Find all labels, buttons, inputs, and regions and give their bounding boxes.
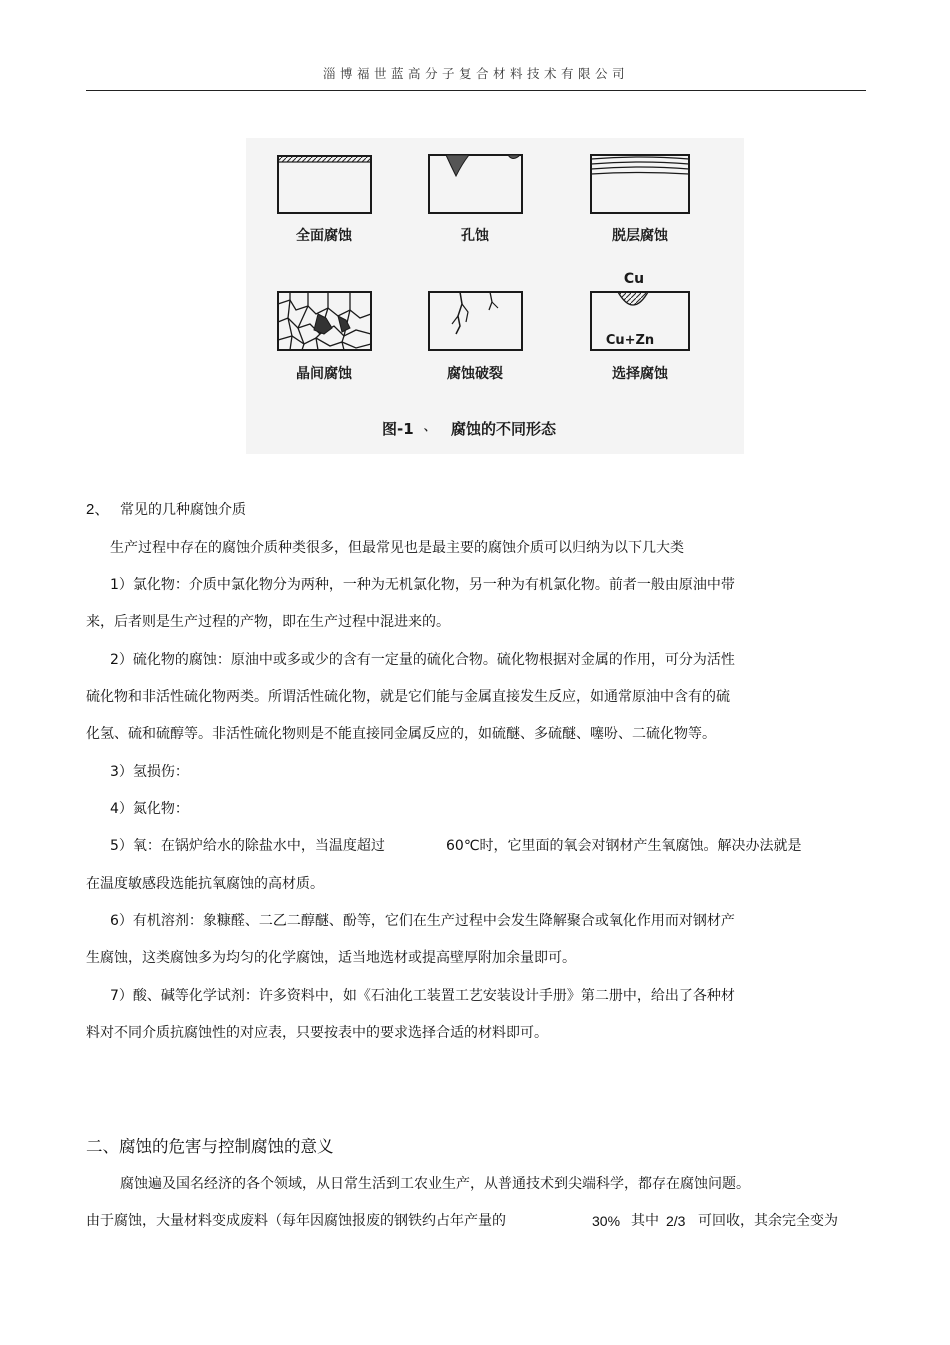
page-header-company: 淄博福世蓝高分子复合材料技术有限公司 bbox=[322, 66, 629, 81]
figure-caption-text: 腐蚀的不同形态 bbox=[451, 420, 557, 438]
pitting-diagram bbox=[429, 155, 522, 213]
paragraph-line: 腐蚀遍及国名经济的各个领域，从日常生活到工农业生产，从普通技术到尖端科学，都存在腐蚀问题。 bbox=[120, 1176, 750, 1192]
paragraph-line: 在温度敏感段选能抗氧腐蚀的高材质。 bbox=[86, 876, 324, 892]
paragraph-line: 来，后者则是生产过程的产物，即在生产过程中混进来的。 bbox=[86, 614, 450, 630]
figure-label-intergranular: 晶间腐蚀 bbox=[296, 366, 352, 382]
paragraph-line: 可回收，其余完全变为 bbox=[698, 1213, 838, 1229]
exfoliation-diagram bbox=[591, 155, 689, 213]
paragraph-line: 5）氧：在锅炉给水的除盐水中，当温度超过 bbox=[110, 838, 385, 854]
cracking-diagram bbox=[429, 292, 522, 350]
paragraph-line: 60℃时，它里面的氧会对钢材产生氧腐蚀。解决办法就是 bbox=[446, 838, 802, 854]
figure-label-uniform: 全面腐蚀 bbox=[296, 228, 352, 244]
section-number: 2、 bbox=[86, 501, 110, 518]
figure-label-selective: 选择腐蚀 bbox=[612, 366, 668, 382]
figure-label-cu: Cu bbox=[623, 271, 645, 287]
intergranular-diagram bbox=[278, 292, 371, 350]
paragraph-line: 4）氮化物： bbox=[110, 801, 189, 817]
figure-caption-prefix: 图-1 bbox=[382, 420, 414, 438]
percentage-value: 30% bbox=[592, 1213, 621, 1229]
paragraph-line: 3）氢损伤： bbox=[110, 764, 189, 780]
section-title: 常见的几种腐蚀介质 bbox=[120, 502, 246, 518]
paragraph-line: 生产过程中存在的腐蚀介质种类很多，但最常见也是最主要的腐蚀介质可以归纳为以下几大类 bbox=[110, 540, 684, 556]
figure-label-cu-zn: Cu+Zn bbox=[605, 333, 655, 348]
figure-caption-mark: 、 bbox=[424, 420, 435, 433]
paragraph-line: 6）有机溶剂：象糠醛、二乙二醇醚、酚等，它们在生产过程中会发生降解聚合或氧化作用而对钢材产 bbox=[110, 913, 735, 929]
paragraph-line: 7）酸、碱等化学试剂：许多资料中，如《石油化工装置工艺安装设计手册》第二册中，给出了各种材 bbox=[110, 988, 735, 1004]
figure-label-exfoliation: 脱层腐蚀 bbox=[612, 228, 668, 244]
section-heading: 二、腐蚀的危害与控制腐蚀的意义 bbox=[86, 1137, 334, 1156]
paragraph-line: 硫化物和非活性硫化物两类。所谓活性硫化物，就是它们能与金属直接发生反应，如通常原油中含有的硫 bbox=[86, 689, 730, 705]
figure-label-cracking: 腐蚀破裂 bbox=[447, 366, 503, 382]
paragraph-line: 其中 bbox=[631, 1213, 659, 1229]
corrosion-forms-figure bbox=[246, 138, 744, 454]
paragraph-line: 1）氯化物：介质中氯化物分为两种，一种为无机氯化物，另一种为有机氯化物。前者一般由原油中带 bbox=[110, 577, 735, 593]
fraction-value: 2/3 bbox=[666, 1213, 686, 1229]
paragraph-line: 生腐蚀，这类腐蚀多为均匀的化学腐蚀，适当地选材或提高壁厚附加余量即可。 bbox=[86, 950, 576, 966]
figure-label-pitting: 孔蚀 bbox=[461, 228, 489, 244]
paragraph-line: 化氢、硫和硫醇等。非活性硫化物则是不能直接同金属反应的，如硫醚、多硫醚、噻吩、二硫化物等。 bbox=[86, 726, 716, 742]
uniform-corrosion-diagram bbox=[278, 156, 371, 213]
paragraph-line: 2）硫化物的腐蚀：原油中或多或少的含有一定量的硫化合物。硫化物根据对金属的作用，可分为活性 bbox=[110, 652, 735, 668]
paragraph-line: 由于腐蚀，大量材料变成废料（每年因腐蚀报废的钢铁约占年产量的 bbox=[86, 1213, 506, 1229]
header-rule bbox=[86, 90, 866, 91]
paragraph-line: 料对不同介质抗腐蚀性的对应表，只要按表中的要求选择合适的材料即可。 bbox=[86, 1025, 548, 1041]
